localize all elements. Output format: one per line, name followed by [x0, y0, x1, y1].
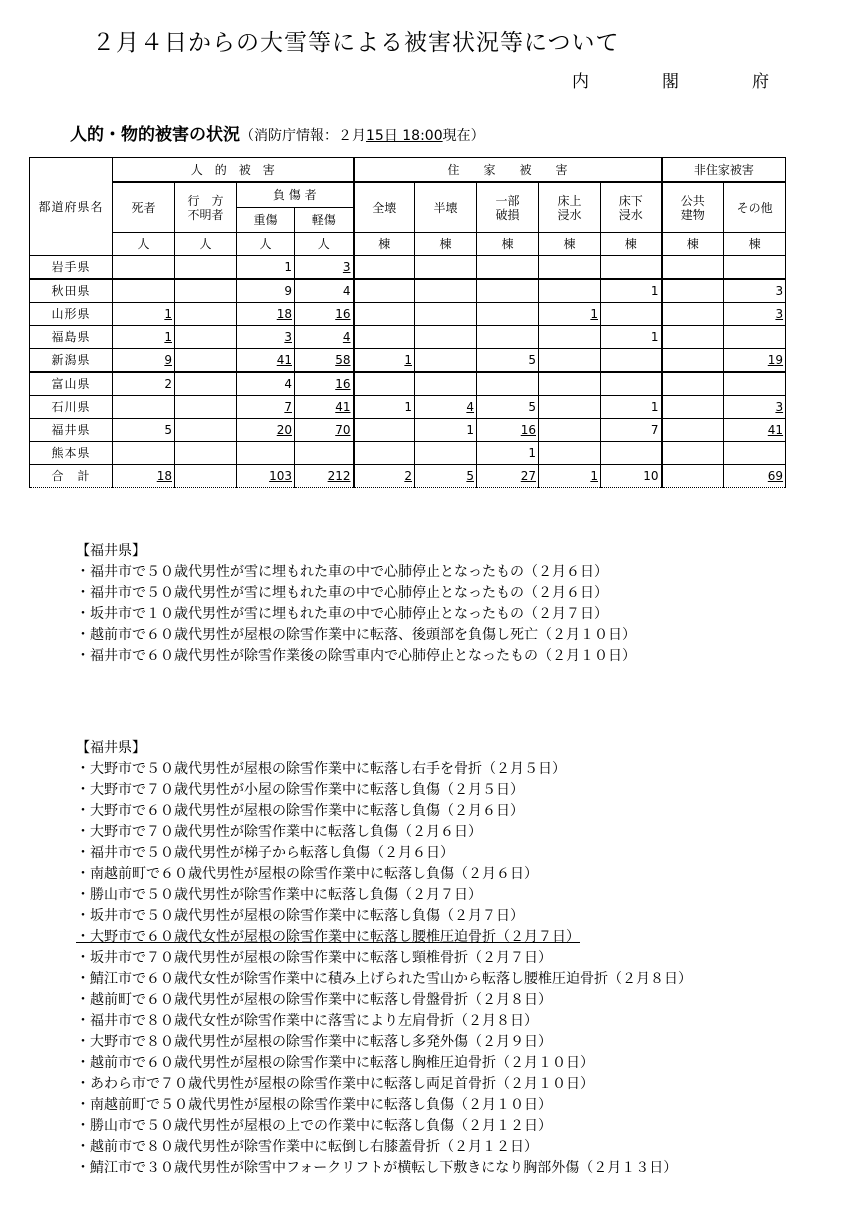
- value-cell: [724, 279, 786, 303]
- cell-value: 2: [404, 469, 413, 483]
- list-item: ・福井市で６０歳代男性が除雪作業後の除雪車内で心肺停止となったもの（２月１０日）: [76, 648, 636, 664]
- cell-value: 7: [284, 400, 292, 414]
- list-item: ・南越前町で６０歳代男性が屋根の除雪作業中に転落し負傷（２月６日）: [76, 866, 538, 882]
- cell-value: 1: [404, 353, 413, 367]
- org-char: 閣: [662, 72, 679, 92]
- header-housing-damage: 住 家 被 害: [354, 158, 662, 183]
- value-cell: [175, 326, 237, 349]
- value-cell: [175, 303, 237, 326]
- value-cell: [237, 349, 295, 373]
- header-prefecture: 都道府県名: [30, 158, 113, 256]
- cell-value: 4: [342, 284, 351, 298]
- value-cell: [539, 396, 601, 419]
- cell-value: 18: [156, 469, 172, 483]
- organization-name: [572, 67, 842, 92]
- header-deaths: 死者: [113, 182, 175, 233]
- cell-value: 1: [466, 423, 475, 437]
- value-cell: [237, 372, 295, 396]
- table-row: [30, 396, 786, 419]
- header-public-building: 公共 建物: [662, 182, 724, 233]
- value-cell: [601, 256, 662, 280]
- list-item: ・大野市で７０歳代男性が除雪作業中に転落し負傷（２月６日）: [76, 824, 482, 840]
- value-cell: [295, 349, 354, 373]
- list-item: ・福井市で５０歳代男性が雪に埋もれた車の中で心肺停止となったもの（２月６日）: [76, 585, 608, 601]
- value-cell: [662, 303, 724, 326]
- value-cell: [724, 442, 786, 465]
- subtitle-source-prefix: （消防庁情報：２月: [240, 128, 366, 144]
- value-cell: [295, 465, 354, 488]
- value-cell: [175, 396, 237, 419]
- value-cell: [724, 396, 786, 419]
- value-cell: [601, 372, 662, 396]
- value-cell: [539, 326, 601, 349]
- cell-value: 1: [404, 400, 413, 414]
- document-title: ２月４日からの大雪等による被害状況等について: [92, 30, 620, 56]
- cell-value: 103: [269, 469, 292, 483]
- unit-cell: 棟: [354, 233, 415, 256]
- value-cell: [477, 419, 539, 442]
- deaths-section-heading: 【福井県】: [76, 543, 146, 559]
- value-cell: [662, 279, 724, 303]
- value-cell: [724, 303, 786, 326]
- list-item: ・福井市で５０歳代男性が梯子から転落し負傷（２月６日）: [76, 845, 454, 861]
- list-item: ・勝山市で５０歳代男性が除雪作業中に転落し負傷（２月７日）: [76, 887, 482, 903]
- value-cell: [662, 372, 724, 396]
- table-row: [30, 256, 786, 280]
- value-cell: [175, 256, 237, 280]
- header-row-units: [30, 233, 786, 256]
- cell-value: 4: [342, 330, 351, 344]
- value-cell: [539, 419, 601, 442]
- value-cell: [662, 396, 724, 419]
- value-cell: [601, 349, 662, 373]
- list-item: ・坂井市で７０歳代男性が屋根の除雪作業中に転落し頸椎骨折（２月７日）: [76, 950, 552, 966]
- deaths-list: [76, 562, 636, 667]
- header-below-floor-flood: 床下 浸水: [601, 182, 662, 233]
- table-row: [30, 419, 786, 442]
- value-cell: [415, 349, 477, 373]
- value-cell: [477, 396, 539, 419]
- list-item: ・福井市で８０歳代女性が除雪作業中に落雪により左肩骨折（２月８日）: [76, 1013, 538, 1029]
- cell-value: 16: [520, 423, 537, 437]
- list-item: ・勝山市で５０歳代男性が屋根の上での作業中に転落し負傷（２月１２日）: [76, 1118, 552, 1134]
- unit-cell: 人: [113, 233, 175, 256]
- value-cell: [601, 465, 662, 488]
- value-cell: [539, 303, 601, 326]
- table-row: [30, 279, 786, 303]
- cell-value: 41: [276, 353, 292, 367]
- value-cell: [295, 372, 354, 396]
- header-total-collapse: 全壊: [354, 182, 415, 233]
- cell-value: 70: [335, 423, 351, 437]
- value-cell: [175, 419, 237, 442]
- value-cell: [601, 326, 662, 349]
- prefecture-name: 秋田県: [30, 279, 113, 303]
- value-cell: [724, 256, 786, 280]
- org-char: 内: [572, 72, 589, 92]
- unit-cell: 棟: [539, 233, 601, 256]
- value-cell: [601, 279, 662, 303]
- value-cell: [662, 349, 724, 373]
- cell-value: 9: [284, 284, 292, 298]
- header-minor-injury: 軽傷: [295, 208, 354, 233]
- value-cell: [477, 372, 539, 396]
- value-cell: [295, 419, 354, 442]
- value-cell: [113, 349, 175, 373]
- value-cell: [477, 256, 539, 280]
- value-cell: [415, 396, 477, 419]
- cell-value: 18: [276, 307, 292, 321]
- cell-value: 5: [164, 423, 172, 437]
- value-cell: [113, 326, 175, 349]
- section-subtitle: [70, 120, 485, 145]
- cell-value: 19: [767, 353, 784, 367]
- value-cell: [113, 465, 175, 488]
- list-item: ・大野市で８０歳代男性が屋根の除雪作業中に転落し多発外傷（２月９日）: [76, 1034, 552, 1050]
- list-item: ・越前町で６０歳代男性が屋根の除雪作業中に転落し骨盤骨折（２月８日）: [76, 992, 552, 1008]
- table-row: [30, 303, 786, 326]
- subtitle-source-suffix: 現在）: [442, 128, 485, 144]
- value-cell: [354, 419, 415, 442]
- value-cell: [539, 256, 601, 280]
- value-cell: [415, 279, 477, 303]
- value-cell: [724, 326, 786, 349]
- cell-value: 16: [335, 377, 351, 391]
- value-cell: [354, 442, 415, 465]
- value-cell: [662, 442, 724, 465]
- value-cell: [539, 372, 601, 396]
- value-cell: [477, 349, 539, 373]
- value-cell: [662, 465, 724, 488]
- value-cell: [539, 279, 601, 303]
- value-cell: [724, 372, 786, 396]
- header-above-floor-flood: 床上 浸水: [539, 182, 601, 233]
- cell-value: 1: [164, 330, 172, 344]
- value-cell: [539, 465, 601, 488]
- value-cell: [415, 326, 477, 349]
- header-missing: 行 方 不明者: [175, 182, 237, 233]
- value-cell: [724, 419, 786, 442]
- list-item: ・越前市で６０歳代男性が屋根の除雪作業中に転落、後頭部を負傷し死亡（２月１０日）: [76, 627, 636, 643]
- value-cell: [415, 465, 477, 488]
- cell-value: 2: [164, 377, 172, 391]
- value-cell: [354, 279, 415, 303]
- header-human-damage: 人 的 被 害: [113, 158, 354, 183]
- cell-value: 58: [335, 353, 351, 367]
- value-cell: [662, 419, 724, 442]
- value-cell: [415, 256, 477, 280]
- unit-cell: 棟: [477, 233, 539, 256]
- unit-cell: 人: [175, 233, 237, 256]
- value-cell: [415, 419, 477, 442]
- value-cell: [724, 465, 786, 488]
- cell-value: 3: [284, 330, 292, 344]
- value-cell: [175, 442, 237, 465]
- value-cell: [113, 396, 175, 419]
- list-item: ・坂井市で５０歳代男性が屋根の除雪作業中に転落し負傷（２月７日）: [76, 908, 524, 924]
- value-cell: [237, 442, 295, 465]
- header-half-collapse: 半壊: [415, 182, 477, 233]
- value-cell: [415, 442, 477, 465]
- list-item: ・坂井市で１０歳代男性が雪に埋もれた車の中で心肺停止となったもの（２月７日）: [76, 606, 608, 622]
- value-cell: [113, 372, 175, 396]
- cell-value: 7: [650, 423, 659, 437]
- table-row: [30, 372, 786, 396]
- header-partial-damage: 一部 破損: [477, 182, 539, 233]
- cell-value: 10: [643, 469, 659, 483]
- damage-table: [29, 157, 786, 488]
- cell-value: 3: [775, 400, 784, 414]
- value-cell: [354, 349, 415, 373]
- cell-value: 20: [276, 423, 292, 437]
- value-cell: [354, 326, 415, 349]
- cell-value: 1: [590, 469, 599, 483]
- prefecture-name: 岩手県: [30, 256, 113, 280]
- list-item: ・越前市で６０歳代男性が屋根の除雪作業中に転落し胸椎圧迫骨折（２月１０日）: [76, 1055, 594, 1071]
- value-cell: [477, 303, 539, 326]
- value-cell: [113, 442, 175, 465]
- list-item: ・あわら市で７０歳代男性が屋根の除雪作業中に転落し両足首骨折（２月１０日）: [76, 1076, 594, 1092]
- cell-value: 5: [528, 353, 537, 367]
- table-row: [30, 442, 786, 465]
- cell-value: 16: [335, 307, 351, 321]
- injuries-section-heading: 【福井県】: [76, 740, 146, 756]
- list-item: ・越前市で８０歳代男性が除雪作業中に転倒し右膝蓋骨折（２月１２日）: [76, 1139, 538, 1155]
- value-cell: [175, 372, 237, 396]
- prefecture-name: 石川県: [30, 396, 113, 419]
- cell-value: 3: [775, 284, 784, 298]
- value-cell: [415, 303, 477, 326]
- unit-cell: 棟: [724, 233, 786, 256]
- value-cell: [662, 326, 724, 349]
- list-item: ・大野市で６０歳代女性が屋根の除雪作業中に転落し腰椎圧迫骨折（２月７日）: [76, 929, 580, 945]
- prefecture-name: 山形県: [30, 303, 113, 326]
- unit-cell: 人: [237, 233, 295, 256]
- table-body: [30, 256, 786, 488]
- value-cell: [295, 326, 354, 349]
- value-cell: [477, 279, 539, 303]
- injuries-list: [76, 759, 692, 1179]
- cell-value: 27: [520, 469, 537, 483]
- value-cell: [237, 256, 295, 280]
- cell-value: 1: [650, 284, 659, 298]
- cell-value: 3: [342, 260, 351, 274]
- cell-value: 69: [767, 469, 784, 483]
- value-cell: [113, 303, 175, 326]
- value-cell: [601, 419, 662, 442]
- injuries-section: [76, 738, 692, 1179]
- prefecture-name: 福井県: [30, 419, 113, 442]
- value-cell: [175, 465, 237, 488]
- value-cell: [237, 303, 295, 326]
- value-cell: [295, 279, 354, 303]
- cell-value: 3: [775, 307, 784, 321]
- deaths-section: [76, 541, 636, 667]
- list-item: ・福井市で５０歳代男性が雪に埋もれた車の中で心肺停止となったもの（２月６日）: [76, 564, 608, 580]
- value-cell: [601, 303, 662, 326]
- cell-value: 1: [590, 307, 599, 321]
- list-item: ・大野市で７０歳代男性が小屋の除雪作業中に転落し負傷（２月５日）: [76, 782, 524, 798]
- value-cell: [113, 419, 175, 442]
- header-row-columns: [30, 182, 786, 208]
- value-cell: [354, 372, 415, 396]
- header-row-groups: [30, 158, 786, 183]
- value-cell: [175, 279, 237, 303]
- value-cell: [354, 396, 415, 419]
- value-cell: [113, 279, 175, 303]
- value-cell: [295, 303, 354, 326]
- unit-cell: 人: [295, 233, 354, 256]
- prefecture-name: 富山県: [30, 372, 113, 396]
- unit-cell: 棟: [662, 233, 724, 256]
- prefecture-name: 福島県: [30, 326, 113, 349]
- table-row: [30, 465, 786, 488]
- cell-value: 41: [335, 400, 351, 414]
- cell-value: 4: [284, 377, 292, 391]
- value-cell: [415, 372, 477, 396]
- value-cell: [539, 442, 601, 465]
- value-cell: [295, 396, 354, 419]
- cell-value: 5: [528, 400, 537, 414]
- value-cell: [175, 349, 237, 373]
- subtitle-source-date: 15日 18:00: [366, 128, 443, 144]
- header-non-housing-damage: 非住家被害: [662, 158, 786, 183]
- value-cell: [295, 256, 354, 280]
- list-item: ・鯖江市で３０歳代男性が除雪中フォークリフトが横転し下敷きになり胸部外傷（２月１３日）: [76, 1160, 678, 1176]
- prefecture-name: 合 計: [30, 465, 113, 488]
- cell-value: 5: [466, 469, 475, 483]
- header-injured: 負 傷 者: [237, 182, 354, 208]
- value-cell: [477, 442, 539, 465]
- value-cell: [237, 326, 295, 349]
- value-cell: [237, 419, 295, 442]
- value-cell: [354, 256, 415, 280]
- cell-value: 41: [767, 423, 784, 437]
- cell-value: 9: [164, 353, 172, 367]
- value-cell: [539, 349, 601, 373]
- value-cell: [113, 256, 175, 280]
- header-other: その他: [724, 182, 786, 233]
- value-cell: [662, 256, 724, 280]
- table-row: [30, 326, 786, 349]
- value-cell: [237, 279, 295, 303]
- value-cell: [237, 396, 295, 419]
- unit-cell: 棟: [415, 233, 477, 256]
- value-cell: [237, 465, 295, 488]
- cell-value: 212: [327, 469, 351, 483]
- table-row: [30, 349, 786, 373]
- value-cell: [601, 442, 662, 465]
- cell-value: 1: [284, 260, 292, 274]
- cell-value: 1: [164, 307, 172, 321]
- value-cell: [477, 465, 539, 488]
- cell-value: 1: [650, 330, 659, 344]
- list-item: ・鯖江市で６０歳代女性が除雪作業中に積み上げられた雪山から転落し腰椎圧迫骨折（２月８日）: [76, 971, 692, 987]
- list-item: ・大野市で６０歳代男性が屋根の除雪作業中に転落し負傷（２月６日）: [76, 803, 524, 819]
- cell-value: 4: [466, 400, 475, 414]
- subtitle-main: 人的・物的被害の状況: [70, 125, 240, 145]
- value-cell: [724, 349, 786, 373]
- value-cell: [354, 303, 415, 326]
- value-cell: [354, 465, 415, 488]
- value-cell: [477, 326, 539, 349]
- value-cell: [295, 442, 354, 465]
- list-item: ・南越前町で５０歳代男性が屋根の除雪作業中に転落し負傷（２月１０日）: [76, 1097, 552, 1113]
- list-item: ・大野市で５０歳代男性が屋根の除雪作業中に転落し右手を骨折（２月５日）: [76, 761, 566, 777]
- unit-cell: 棟: [601, 233, 662, 256]
- cell-value: 1: [650, 400, 659, 414]
- header-serious-injury: 重傷: [237, 208, 295, 233]
- cell-value: 1: [528, 446, 537, 460]
- prefecture-name: 新潟県: [30, 349, 113, 373]
- prefecture-name: 熊本県: [30, 442, 113, 465]
- org-char: 府: [752, 72, 769, 92]
- value-cell: [601, 396, 662, 419]
